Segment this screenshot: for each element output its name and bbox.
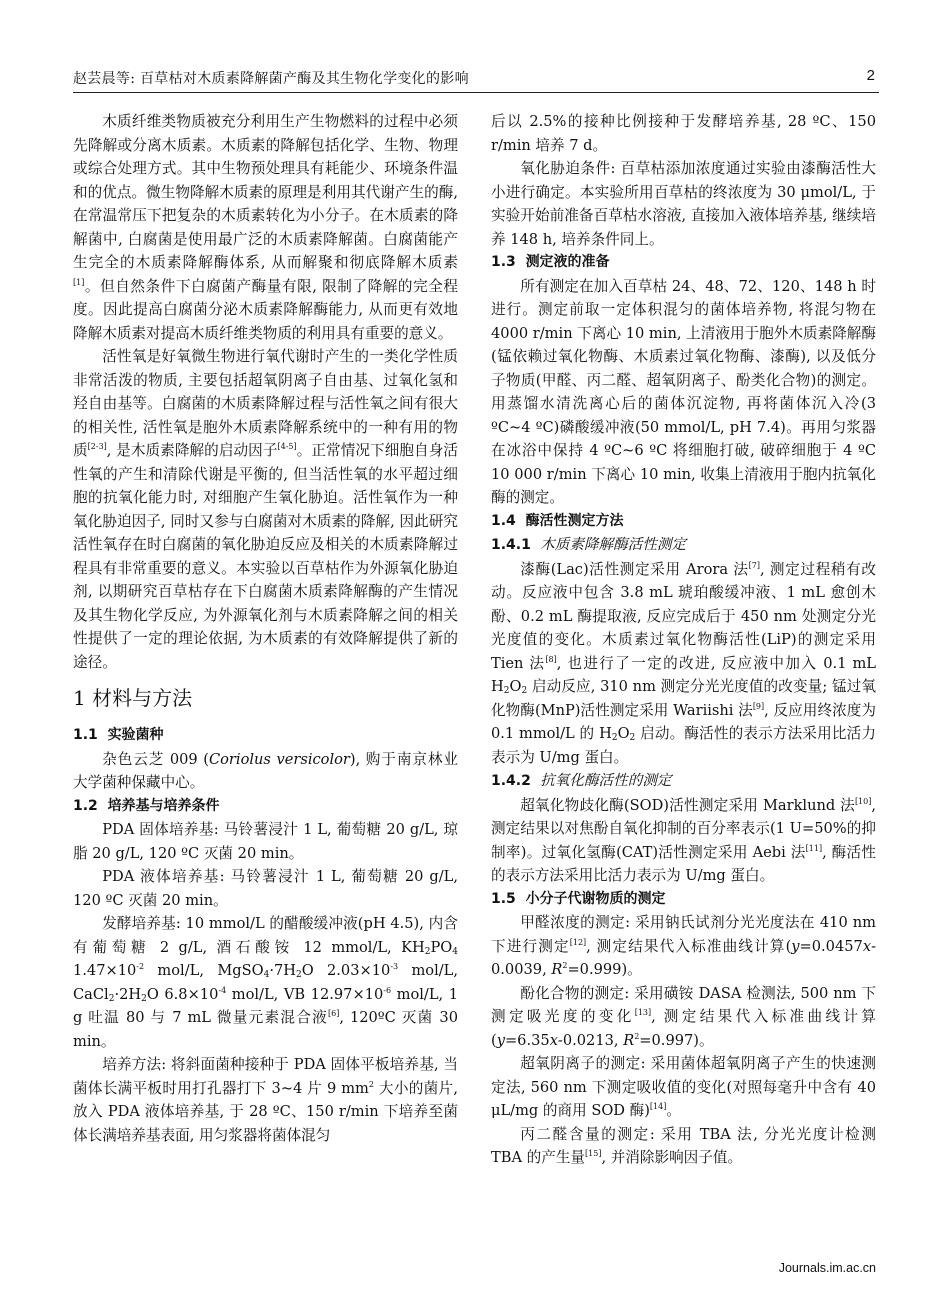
culture-method-paragraph bbox=[73, 1053, 458, 1147]
lignin-enzyme-paragraph bbox=[491, 558, 876, 770]
section-title: 培养基与培养条件 bbox=[107, 797, 220, 814]
text: 木质纤维类物质被充分利用生产生物燃料的过程中必须先降解或分离木质素。木质素的降解包括化学、生物、物理或综合处理方式。其中生物预处理具有耗能少、环境条件温和的优点。微生物降解木质素的原理是利用其代谢产生的酶, 在常温常压下把复杂的木质素转化为小分子。在木质素的降解菌中, 白腐菌是使用最广泛的木质素降解菌。白腐菌能产生完全的木质素降解酶体系, 从而解聚和彻底降解木质素 bbox=[73, 113, 458, 271]
text: mol/L, 1 g 吐温 80 与 7 mL 微量元素混合液 bbox=[73, 985, 458, 1026]
section-number: 1.4.1 bbox=[491, 537, 531, 553]
section-number: 1.5 bbox=[491, 890, 516, 907]
subscript: 2 bbox=[503, 686, 510, 696]
subsection-heading-1-2 bbox=[73, 795, 458, 819]
subscript: 2 bbox=[141, 993, 147, 1004]
oxidative-stress-paragraph: 氧化胁迫条件: 百草枯添加浓度通过实验由漆酶活性大小进行确定。本实验所用百草枯的终浓度为 30 μmol/L, 于实验开始前准备百草枯水溶液, 直接加入液体培养基, 继续培养 148 h, 培养条件同上。 bbox=[491, 160, 876, 248]
text: =0.999)。 bbox=[567, 961, 642, 978]
fermentation-medium-paragraph bbox=[73, 912, 458, 1053]
exponent: -4 bbox=[218, 985, 227, 995]
intro-paragraph-2 bbox=[73, 345, 458, 674]
section-title: 小分子代谢物质的测定 bbox=[525, 890, 666, 907]
formaldehyde-paragraph bbox=[491, 911, 876, 982]
pda-solid-paragraph: PDA 固体培养基: 马铃薯浸汁 1 L, 葡萄糖 20 g/L, 琼脂 20 g/L, 120 ºC 灭菌 20 min。 bbox=[73, 821, 458, 862]
subscript: 2 bbox=[424, 946, 431, 957]
running-header bbox=[73, 66, 877, 90]
page-number: 2 bbox=[866, 67, 875, 84]
text: O bbox=[509, 678, 522, 695]
section-title: 实验菌种 bbox=[107, 727, 164, 743]
var: x bbox=[862, 937, 872, 955]
subsection-heading-1-1 bbox=[73, 724, 458, 748]
text: O 6.8×10 bbox=[146, 985, 219, 1003]
exponent: 2 bbox=[634, 1031, 640, 1041]
text: , 120ºC 灭菌 30 min。 bbox=[73, 1009, 459, 1050]
text: 酚化合物的测定: 采用磺铵 DASA 检测法, 500 nm 下测定吸光度的变化 bbox=[491, 984, 876, 1025]
section-title: 酶活性测定方法 bbox=[525, 512, 624, 529]
text: 发酵培养基: 10 mmol/L 的醋酸缓冲液(pH 4.5), 内含有葡萄糖 2 g/L, 酒石酸铵 12 mmol/L, KH bbox=[73, 915, 458, 956]
citation: [2-3] bbox=[87, 442, 107, 451]
text: 超氧阴离子的测定: 采用菌体超氧阴离子产生的快速测定法, 560 nm 下测定吸收值的变化(对照每毫升中含有 40 μL/mg 的商用 SOD 酶) bbox=[491, 1055, 876, 1119]
journal-site-footer: Journals.im.ac.cn bbox=[778, 1261, 876, 1275]
var: y bbox=[791, 937, 800, 955]
mda-paragraph bbox=[491, 1123, 876, 1170]
intro-paragraph-1 bbox=[73, 110, 458, 345]
text: 。但自然条件下白腐菌产酶量有限, 限制了降解的完全程度。因此提高白腐菌分泌木质素降解酶能力, 从而更有效地降解木质素对提高木质纤维类物质的利用具有重要的意义。 bbox=[73, 277, 458, 342]
text: mol/L, VB 12.97×10 bbox=[226, 985, 384, 1003]
citation: [7] bbox=[748, 560, 760, 570]
latin-name: Coriolus versicolor bbox=[208, 750, 350, 768]
section-title: 木质素降解酶活性测定 bbox=[540, 536, 687, 553]
text: 大小的菌片, 放入 PDA 液体培养基, 于 28 ºC、150 r/min 下培养至菌体长满培养基表面, 用匀浆器将菌体混匀 bbox=[73, 1079, 459, 1144]
text: 。 bbox=[666, 1102, 681, 1119]
text: 。正常情况下细胞自身活性氧的产生和清除代谢是平衡的, 但当活性氧的水平超过细胞的抗氧化能力时, 对细胞产生氧化胁迫。活性氧作为一种氧化胁迫因子, 同时又参与白腐菌对木质素的降解, 因此研究活性氧存在时白腐菌的氧化胁迫反应及相关的木质素降解过程具有非常重要的意义。本实验以百草枯作为外源氧化胁迫剂, 以期研究百草枯存在下白腐菌木质素降解酶的产生情况及其生物化学反应, 为外源氧化剂与木质素降解之间的相关性提供了一定的理论依据, 为木质素的有效降解提供了新的途径。 bbox=[73, 442, 458, 671]
citation: [6] bbox=[328, 1009, 340, 1018]
left-column bbox=[73, 110, 458, 1147]
text: 超氧化物歧化酶(SOD)活性测定采用 Marklund 法 bbox=[520, 796, 855, 814]
text: , 测定结果代入标准曲线计算 ( bbox=[491, 1008, 876, 1049]
text: , 测定结果以对焦酚自氧化抑制的百分率表示(1 U=50%的抑制率)。过氧化氢酶(CAT)活性测定采用 Aebi 法 bbox=[491, 796, 876, 861]
subsubsection-heading-1-4-1 bbox=[491, 533, 876, 558]
text: mol/L, CaCl bbox=[73, 962, 458, 1003]
text: ), 购于南京林业大学菌种保藏中心。 bbox=[73, 750, 458, 791]
subsubsection-heading-1-4-2 bbox=[491, 769, 876, 794]
text: 甲醛浓度的测定: 采用钠氏试剂分光光度法在 410 nm 下进行测定 bbox=[491, 914, 876, 955]
text: ·2H bbox=[114, 985, 142, 1003]
section-number: 1.4.2 bbox=[491, 773, 531, 789]
subsection-heading-1-4 bbox=[491, 510, 876, 534]
exponent: -2 bbox=[136, 962, 145, 971]
citation: [13] bbox=[634, 1008, 652, 1017]
text: 杂色云芝 009 ( bbox=[102, 750, 209, 768]
text: =0.997)。 bbox=[639, 1031, 714, 1049]
subscript: 2 bbox=[629, 733, 636, 743]
citation: [12] bbox=[569, 937, 587, 947]
text: , 也进行了一定的改进, 反应液中加入 0.1 mL H bbox=[491, 654, 876, 695]
subscript: 2 bbox=[295, 970, 302, 980]
right-column bbox=[491, 110, 876, 1170]
citation: [9] bbox=[752, 701, 765, 711]
citation: [8] bbox=[545, 654, 557, 664]
subsection-heading-1-3 bbox=[491, 251, 876, 275]
section-number: 1.3 bbox=[491, 254, 516, 270]
strain-paragraph bbox=[73, 748, 458, 795]
section-title: 测定液的准备 bbox=[525, 254, 610, 270]
text: , 测定过程稍有改动。反应液中包含 3.8 mL 琥珀酸缓冲液、1 mL 愈创木酚、0.2 mL 酶提取液, 反应完成后于 450 nm 处测定分光光度值的变化。木质素过氧化物酶活性(LiP)的测定采用 Tien 法 bbox=[491, 560, 876, 672]
superoxide-paragraph bbox=[491, 1052, 876, 1123]
text: PO bbox=[430, 938, 453, 956]
section-number: 1.2 bbox=[73, 797, 98, 814]
section-number: 1.4 bbox=[491, 512, 516, 529]
phenol-paragraph bbox=[491, 982, 876, 1053]
exponent: 2 bbox=[368, 1079, 374, 1089]
section-title: 抗氧化酶活性的测定 bbox=[540, 772, 672, 789]
subscript: 4 bbox=[452, 946, 458, 957]
var: y bbox=[496, 1031, 505, 1049]
running-title: 赵芸晨等: 百草枯对木质素降解菌产酶及其生物化学变化的影响 bbox=[73, 71, 469, 87]
citation: [15] bbox=[585, 1149, 602, 1158]
text: O bbox=[617, 725, 630, 742]
text: -0.0039, bbox=[491, 937, 876, 978]
text: mol/L, MgSO bbox=[144, 962, 264, 979]
var: R bbox=[623, 1031, 635, 1049]
citation: [14] bbox=[649, 1102, 667, 1111]
subscript: 2 bbox=[611, 733, 618, 743]
antioxidant-enzyme-paragraph bbox=[491, 794, 876, 888]
exponent: 2 bbox=[562, 961, 568, 970]
var: x bbox=[549, 1031, 558, 1049]
text: 启动反应, 310 nm 测定分光光度值的改变量; 锰过氧化物酶(MnP)活性测定采用 Wariishi 法 bbox=[491, 678, 876, 719]
section-number: 1.1 bbox=[73, 727, 98, 743]
text: , 测定结果代入标准曲线计算( bbox=[586, 937, 792, 955]
subscript: 2 bbox=[521, 686, 528, 696]
sample-prep-paragraph: 所有测定在加入百草枯 24、48、72、120、148 h 时进行。测定前取一定体积混匀的菌体培养物, 将混匀物在 4000 r/min 下离心 10 min, 上清液用于胞外木质素降解酶(锰依赖过氧化物酶、木质素过氧化物酶、漆酶), 以及低分子物质(甲醛、丙二醛、超氧阴离子、酚类化合物)的测定。用蒸馏水清洗离心后的菌体沉淀物, 再将菌体沉入冷(3 ºC~4 ºC)磷酸缓冲液(50 mmol/L, pH 7.4)。再用匀浆器在冰浴中保持 4 ºC~6 ºC 将细胞打破, 破碎细胞于 4 ºC 10 000 r/min 下离心 10 min, 收集上清液用于胞内抗氧化酶的测定。 bbox=[491, 277, 876, 506]
culture-method-continued: 后以 2.5%的接种比例接种于发酵培养基, 28 ºC、150 r/min 培养 7 d。 bbox=[491, 113, 876, 154]
exponent: -6 bbox=[383, 985, 392, 995]
header-rule bbox=[73, 92, 879, 93]
text: , 酶活性的表示方法采用比活力表示为 U/mg 蛋白。 bbox=[491, 843, 876, 884]
citation: [4-5] bbox=[277, 442, 297, 451]
text: , 反应用终浓度为 0.1 mmol/L 的 H bbox=[491, 701, 876, 742]
text: =6.35 bbox=[504, 1031, 550, 1049]
subscript: 4 bbox=[263, 970, 270, 980]
text: O 2.03×10 bbox=[301, 962, 391, 979]
section-heading-1: 1 材料与方法 bbox=[73, 686, 193, 710]
text: , 并消除影响因子值。 bbox=[601, 1149, 743, 1166]
text: =0.0457 bbox=[799, 937, 863, 955]
text: ·7H bbox=[269, 962, 296, 979]
var: R bbox=[551, 961, 563, 978]
text: 活性氧是好氧微生物进行氧代谢时产生的一类化学性质非常活泼的物质, 主要包括超氧阴离子自由基、过氧化氢和羟自由基等。白腐菌的木质素降解过程与活性氧之间有很大的相关性, 活性氧是胞外木质素降解系统中的一种有用的物质 bbox=[73, 348, 458, 459]
citation: [10] bbox=[854, 796, 872, 806]
citation: [1] bbox=[73, 277, 85, 287]
text: 1.47×10 bbox=[73, 962, 137, 979]
text: -0.0213, bbox=[557, 1031, 624, 1049]
subscript: 2 bbox=[108, 993, 115, 1004]
text: 漆酶(Lac)活性测定采用 Arora 法 bbox=[520, 560, 749, 578]
citation: [11] bbox=[805, 843, 823, 853]
text: 培养方法: 将斜面菌种接种于 PDA 固体平板培养基, 当菌体长满平板时用打孔器打下 3~4 片 9 mm bbox=[73, 1056, 458, 1097]
exponent: -3 bbox=[390, 962, 399, 971]
pda-liquid-paragraph: PDA 液体培养基: 马铃薯浸汁 1 L, 葡萄糖 20 g/L, 120 ºC 灭菌 20 min。 bbox=[73, 868, 458, 909]
subsection-heading-1-5 bbox=[491, 888, 876, 912]
text: 启动。酶活性的表示方法采用比活力表示为 U/mg 蛋白。 bbox=[491, 725, 877, 766]
text: 丙二醛含量的测定: 采用 TBA 法, 分光光度计检测 TBA 的产生量 bbox=[491, 1125, 876, 1166]
text: , 是木质素降解的启动因子 bbox=[106, 442, 278, 459]
